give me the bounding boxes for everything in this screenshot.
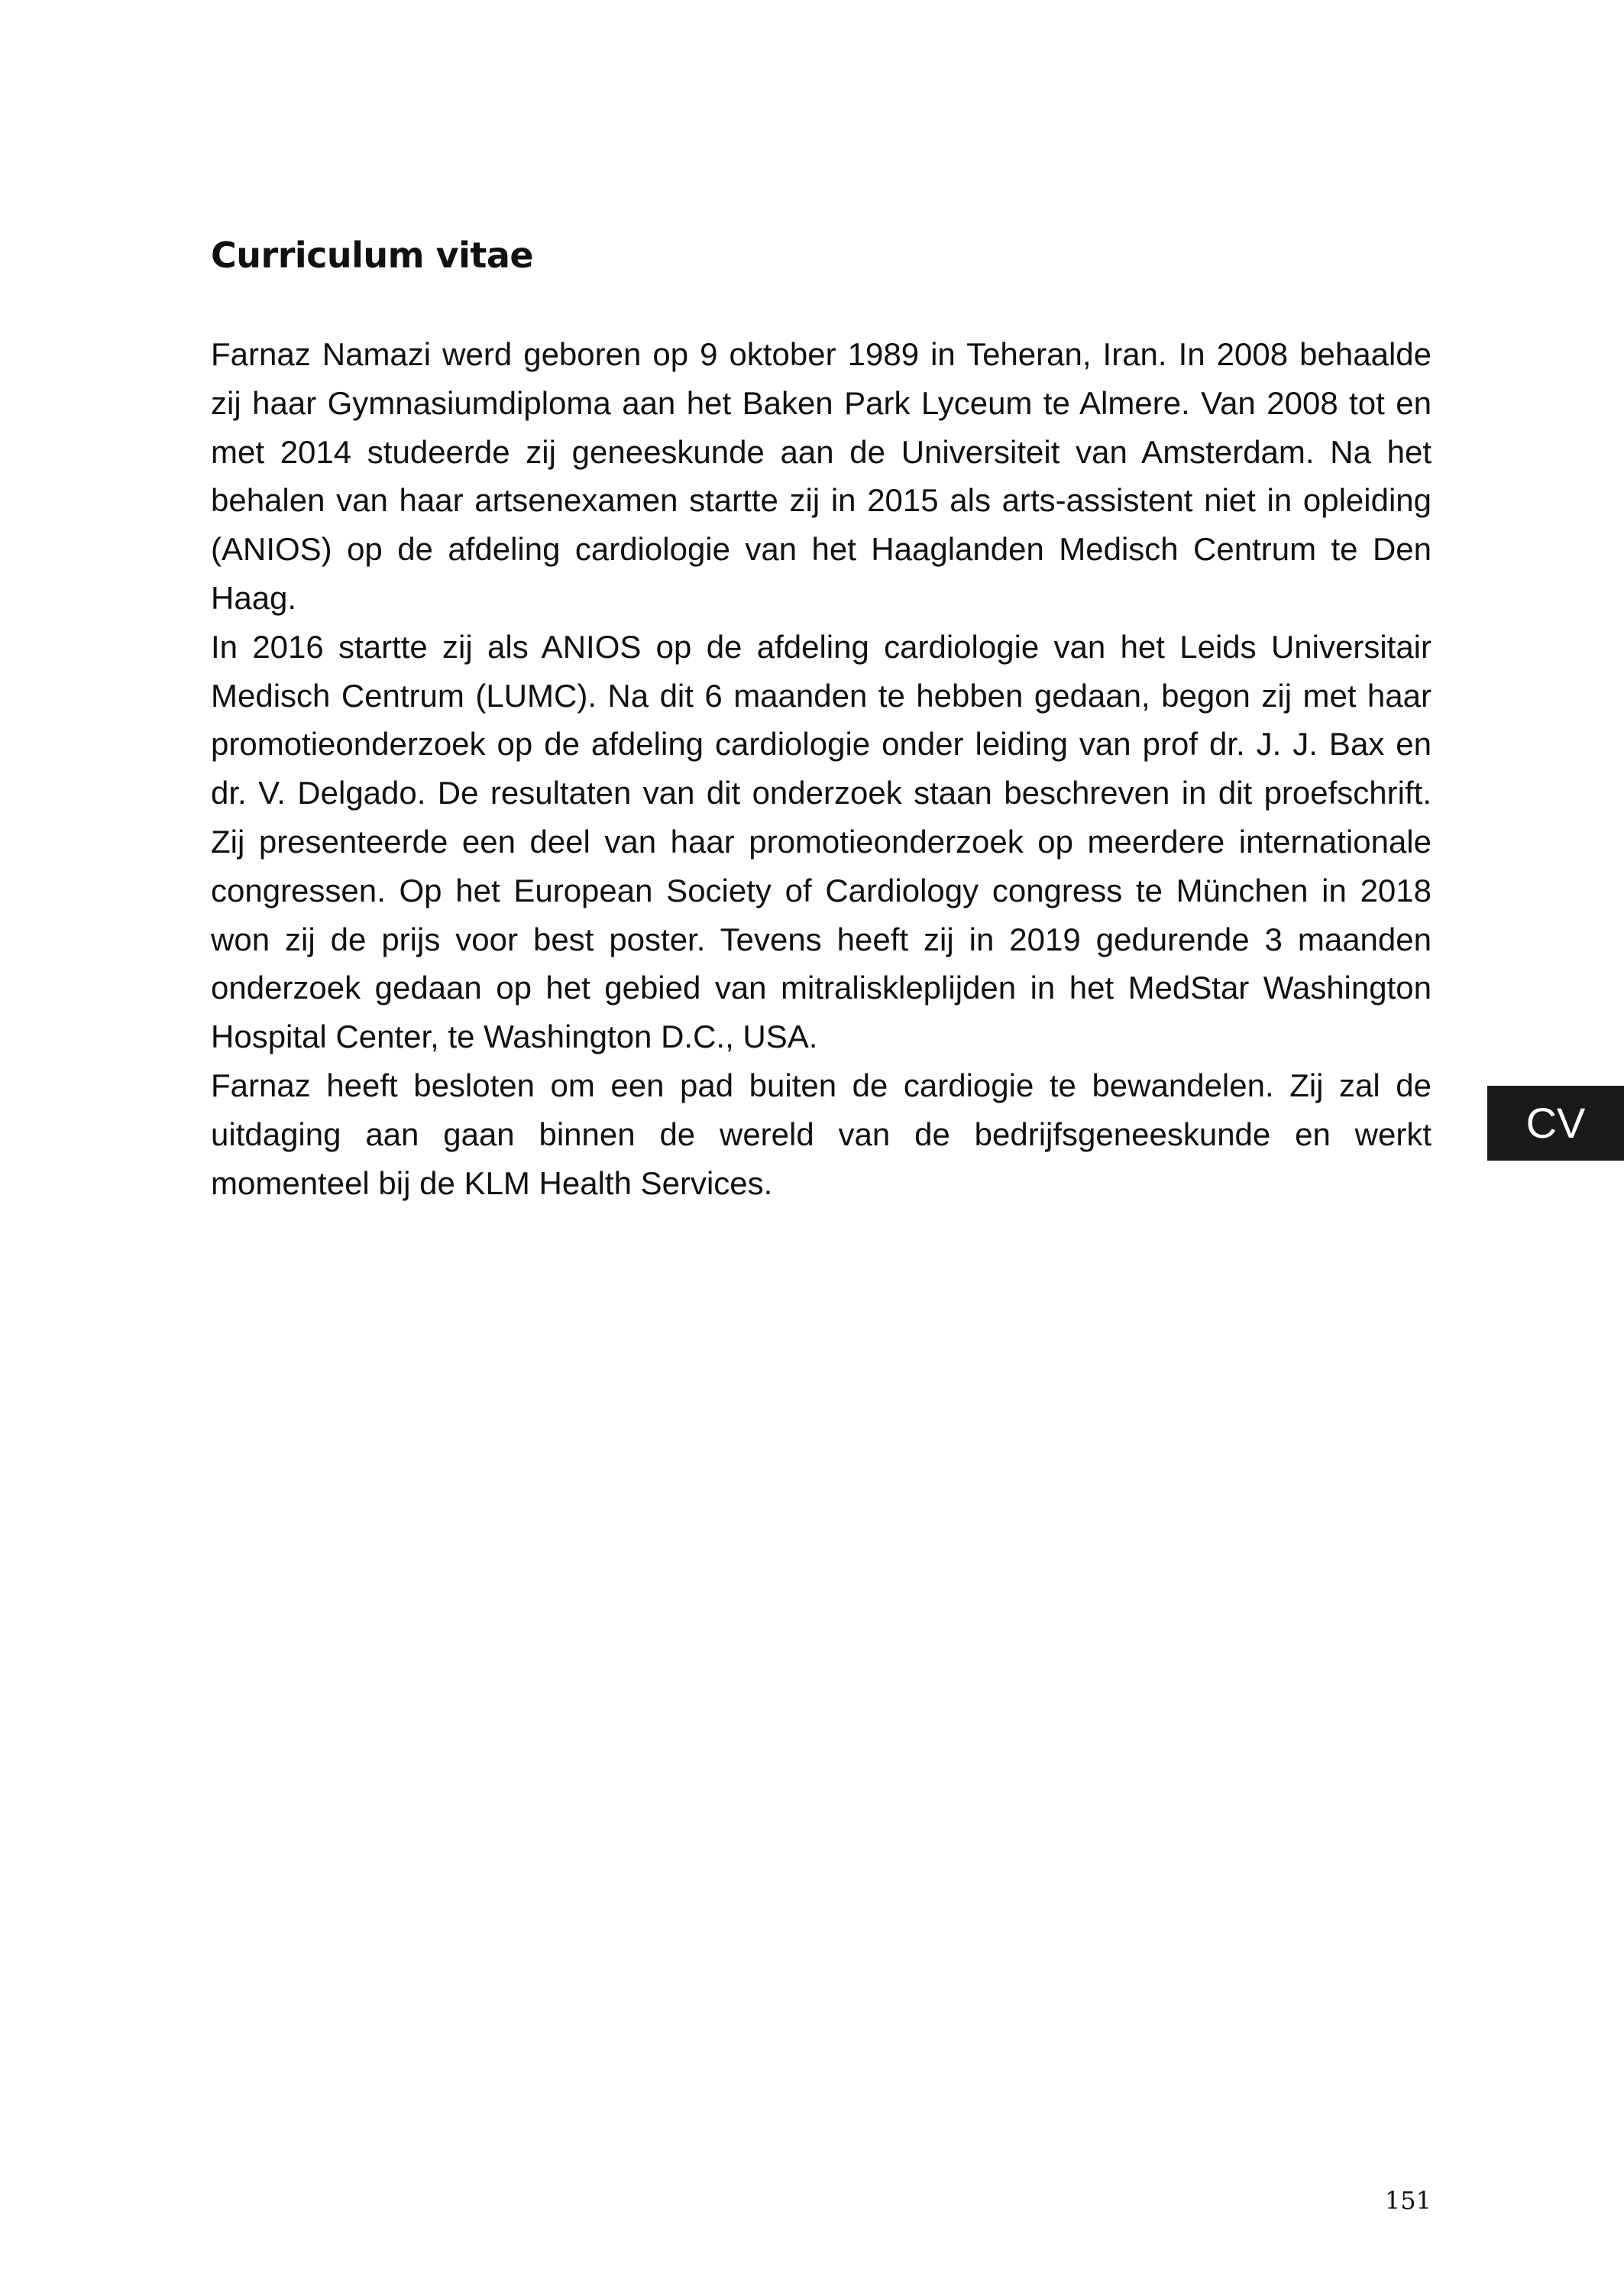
cv-paragraph-research: In 2016 startte zij als ANIOS op de afdeling cardiologie van het Leids Universitair Medisch Centrum (LUMC). Na dit 6 maanden te hebben gedaan, begon zij met haar promotieonderzoek op de afdeling cardiologie onder leiding van prof dr. J. J. Bax en dr. V. Delgado. De resultaten van dit onderzoek staan beschreven in dit proefschrift. Zij presenteerde een deel van haar promotieonderzoek op meerdere internationale congressen. Op het European Society of Cardiology congress te München in 2018 won zij de prijs voor best poster. Tevens heeft zij in 2019 gedurende 3 maanden onderzoek gedaan op het gebied van mitraliskleplijden in het MedStar Washington Hospital Center, te Washington D.C., USA.: [211, 628, 1432, 1055]
page-title: Curriculum vitae: [211, 235, 534, 276]
page-number: 151: [1384, 2186, 1432, 2215]
cv-body: [211, 330, 1432, 1207]
chapter-tab: CV: [1487, 1086, 1624, 1161]
cv-paragraph-education: Farnaz Namazi werd geboren op 9 oktober 1989 in Teheran, Iran. In 2008 behaalde zij haar Gymnasiumdiploma aan het Baken Park Lyceum te Almere. Van 2008 tot en met 2014 studeerde zij geneeskunde aan de Universiteit van Amsterdam. Na het behalen van haar artsenexamen startte zij in 2015 als arts-assistent niet in opleiding (ANIOS) op de afdeling cardiologie van het Haaglanden Medisch Centrum te Den Haag.: [211, 336, 1432, 616]
cv-paragraph-career: Farnaz heeft besloten om een pad buiten de cardiogie te bewandelen. Zij zal de uitdaging aan gaan binnen de wereld van de bedrijfsgeneeskunde en werkt momenteel bij de KLM Health Services.: [211, 1067, 1432, 1201]
